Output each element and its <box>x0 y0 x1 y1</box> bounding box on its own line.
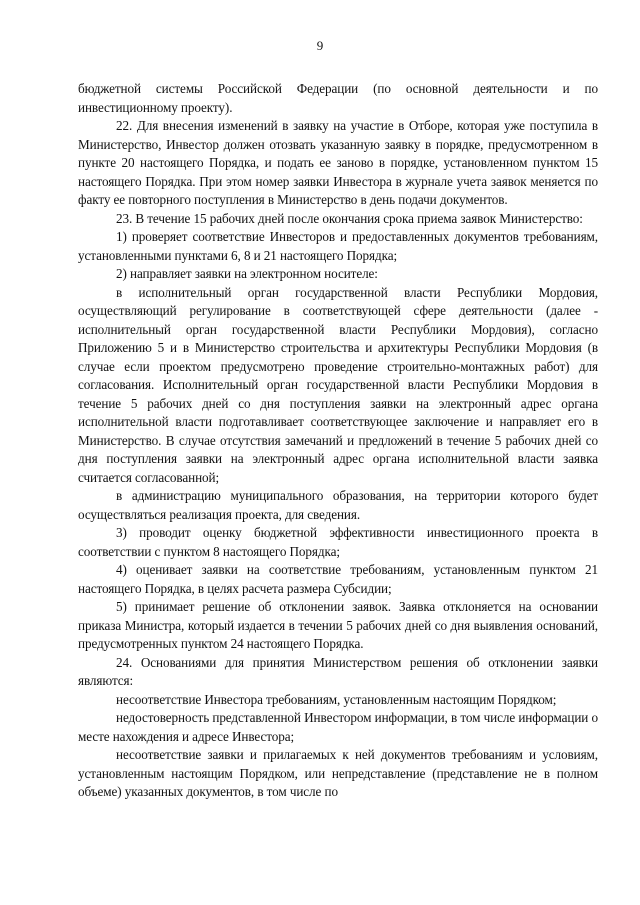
paragraph-24: 24. Основаниями для принятия Министерством решения об отклонении заявки являются: <box>78 654 598 688</box>
paragraph-23-item-2-executive-body: в исполнительный орган государственной власти Республики Мордовия, осуществляющий регулирование в соответствующей сфере деятельности (далее - исполнительный орган государственной власти Республики Мордовия), согласно Приложению 5 и в Министерство строительства и архитектуры Республики Мордовия (в случае если проектом предусмотрено проведение строительно-монтажных работ) для согласования. Исполнительный орган государственной власти Республики Мордовия в течение 5 рабочих дней со дня поступления заявки на электронный адрес органа исполнительной власти подготавливает соответствующее заключение и направляет его в Министерство. В случае отсутствия замечаний и предложений в течение 5 рабочих дней со дня поступления заявки на электронный адрес органа исполнительной власти заявка считается согласованной; <box>78 284 598 485</box>
paragraph-24-ground-3: несоответствие заявки и прилагаемых к ней документов требованиям и условиям, установленным настоящим Порядком, или непредставление (представление не в полном объеме) указанных документов, в том числе по <box>78 747 598 799</box>
paragraph-23-item-1: 1) проверяет соответствие Инвесторов и предоставленных документов требованиям, установленными пунктами 6, 8 и 21 настоящего Порядка; <box>78 229 598 263</box>
paragraph-23: 23. В течение 15 рабочих дней после окончания срока приема заявок Министерство: <box>116 210 583 226</box>
document-body <box>78 80 598 802</box>
paragraph-22: 22. Для внесения изменений в заявку на участие в Отборе, которая уже поступила в Министерство, Инвестор должен отозвать указанную заявку в порядке, предусмотренном в пункте 20 настоящего Порядка, и подать ее заново в порядке, установленном пунктом 15 настоящего Порядка. При этом номер заявки Инвестора в журнале учета заявок меняется по факту ее повторного поступления в Министерство в день подачи документов. <box>78 118 598 207</box>
paragraph-23-item-2-municipal: в администрацию муниципального образования, на территории которого будет осуществляться реализация проекта, для сведения. <box>78 488 598 522</box>
paragraph-continuation: бюджетной системы Российской Федерации (по основной деятельности и по инвестиционному проекту). <box>78 81 598 115</box>
paragraph-23-item-5: 5) принимает решение об отклонении заявок. Заявка отклоняется на основании приказа Министра, который издается в течении 5 рабочих дней со дня выявления оснований, предусмотренных пунктом 24 настоящего Порядка. <box>78 599 598 651</box>
page-number: 9 <box>316 38 324 53</box>
paragraph-23-item-2: 2) направляет заявки на электронном носителе: <box>116 266 378 281</box>
paragraph-24-ground-2: недостоверность представленной Инвестором информации, в том числе информации о месте нахождения и адресе Инвестора; <box>78 710 598 744</box>
paragraph-24-ground-1: несоответствие Инвестора требованиям, установленным настоящим Порядком; <box>116 691 557 707</box>
paragraph-23-item-3: 3) проводит оценку бюджетной эффективности инвестиционного проекта в соответствии с пунктом 8 настоящего Порядка; <box>78 525 598 559</box>
paragraph-23-item-4: 4) оценивает заявки на соответствие требованиям, установленным пунктом 21 настоящего Порядка, в целях расчета размера Субсидии; <box>78 562 598 596</box>
